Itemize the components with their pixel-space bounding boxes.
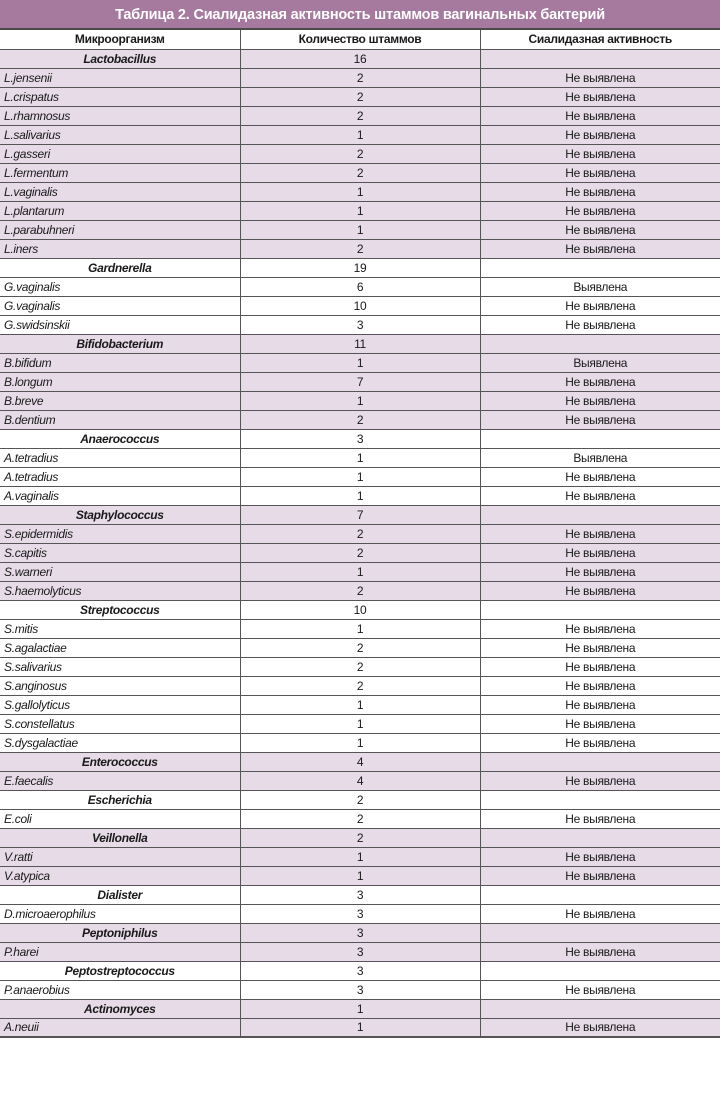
genus-row: [0, 999, 720, 1018]
genus-row: [0, 258, 720, 277]
sialidase-table: [0, 30, 720, 1038]
species-row: [0, 296, 720, 315]
species-name: P.harei: [0, 942, 240, 961]
strain-count: 2: [240, 144, 480, 163]
species-name: L.salivarius: [0, 125, 240, 144]
strain-count: 1: [240, 999, 480, 1018]
strain-count: 2: [240, 657, 480, 676]
sialidase-activity: Не выявлена: [480, 866, 720, 885]
species-name: E.coli: [0, 809, 240, 828]
sialidase-activity: [480, 828, 720, 847]
species-row: [0, 220, 720, 239]
genus-name: Gardnerella: [0, 258, 240, 277]
genus-row: [0, 790, 720, 809]
sialidase-activity: Не выявлена: [480, 524, 720, 543]
strain-count: 3: [240, 904, 480, 923]
genus-name: Anaerococcus: [0, 429, 240, 448]
genus-row: [0, 49, 720, 68]
genus-name: Lactobacillus: [0, 49, 240, 68]
species-name: A.tetradius: [0, 467, 240, 486]
strain-count: 3: [240, 429, 480, 448]
species-row: [0, 277, 720, 296]
strain-count: 3: [240, 961, 480, 980]
sialidase-activity: Не выявлена: [480, 714, 720, 733]
species-name: V.ratti: [0, 847, 240, 866]
species-row: [0, 182, 720, 201]
sialidase-activity: Не выявлена: [480, 106, 720, 125]
strain-count: 2: [240, 638, 480, 657]
species-name: S.constellatus: [0, 714, 240, 733]
strain-count: 3: [240, 980, 480, 999]
genus-row: [0, 961, 720, 980]
species-name: G.swidsinskii: [0, 315, 240, 334]
sialidase-activity: Выявлена: [480, 277, 720, 296]
species-row: [0, 866, 720, 885]
sialidase-activity: Выявлена: [480, 448, 720, 467]
genus-name: Staphylococcus: [0, 505, 240, 524]
strain-count: 3: [240, 923, 480, 942]
strain-count: 11: [240, 334, 480, 353]
strain-count: 6: [240, 277, 480, 296]
genus-row: [0, 828, 720, 847]
strain-count: 10: [240, 296, 480, 315]
sialidase-activity: Не выявлена: [480, 68, 720, 87]
sialidase-activity: [480, 505, 720, 524]
species-name: B.dentium: [0, 410, 240, 429]
species-name: S.dysgalactiae: [0, 733, 240, 752]
sialidase-activity: [480, 49, 720, 68]
species-row: [0, 353, 720, 372]
strain-count: 2: [240, 676, 480, 695]
sialidase-activity: [480, 334, 720, 353]
sialidase-activity: [480, 923, 720, 942]
strain-count: 1: [240, 220, 480, 239]
sialidase-activity: Не выявлена: [480, 201, 720, 220]
sialidase-activity: [480, 999, 720, 1018]
sialidase-activity: [480, 752, 720, 771]
strain-count: 2: [240, 87, 480, 106]
species-name: G.vaginalis: [0, 277, 240, 296]
sialidase-activity: Не выявлена: [480, 771, 720, 790]
species-name: A.neuii: [0, 1018, 240, 1037]
genus-row: [0, 885, 720, 904]
strain-count: 1: [240, 353, 480, 372]
sialidase-activity: [480, 600, 720, 619]
species-row: [0, 467, 720, 486]
species-name: D.microaerophilus: [0, 904, 240, 923]
species-name: S.agalactiae: [0, 638, 240, 657]
species-row: [0, 562, 720, 581]
strain-count: 1: [240, 1018, 480, 1037]
strain-count: 1: [240, 619, 480, 638]
genus-name: Peptoniphilus: [0, 923, 240, 942]
species-row: [0, 771, 720, 790]
species-row: [0, 486, 720, 505]
strain-count: 1: [240, 201, 480, 220]
species-row: [0, 163, 720, 182]
genus-name: Escherichia: [0, 790, 240, 809]
sialidase-activity: Не выявлена: [480, 562, 720, 581]
species-name: S.haemolyticus: [0, 581, 240, 600]
species-row: [0, 391, 720, 410]
strain-count: 2: [240, 239, 480, 258]
species-name: B.bifidum: [0, 353, 240, 372]
sialidase-activity: [480, 961, 720, 980]
table-title: Таблица 2. Сиалидазная активность штаммов вагинальных бактерий: [0, 0, 720, 30]
sialidase-activity: Не выявлена: [480, 980, 720, 999]
species-row: [0, 144, 720, 163]
species-row: [0, 315, 720, 334]
strain-count: 2: [240, 68, 480, 87]
species-name: B.breve: [0, 391, 240, 410]
species-name: L.iners: [0, 239, 240, 258]
species-row: [0, 942, 720, 961]
strain-count: 16: [240, 49, 480, 68]
sialidase-activity: Не выявлена: [480, 220, 720, 239]
species-row: [0, 448, 720, 467]
sialidase-activity: Не выявлена: [480, 904, 720, 923]
strain-count: 4: [240, 771, 480, 790]
strain-count: 4: [240, 752, 480, 771]
strain-count: 1: [240, 847, 480, 866]
species-name: L.jensenii: [0, 68, 240, 87]
header-row: [0, 30, 720, 49]
species-name: S.capitis: [0, 543, 240, 562]
sialidase-activity: Не выявлена: [480, 296, 720, 315]
sialidase-activity: Не выявлена: [480, 619, 720, 638]
sialidase-activity: Не выявлена: [480, 676, 720, 695]
species-name: L.plantarum: [0, 201, 240, 220]
genus-name: Dialister: [0, 885, 240, 904]
species-name: P.anaerobius: [0, 980, 240, 999]
genus-name: Enterococcus: [0, 752, 240, 771]
sialidase-activity: Не выявлена: [480, 1018, 720, 1037]
species-row: [0, 125, 720, 144]
strain-count: 7: [240, 372, 480, 391]
species-name: L.vaginalis: [0, 182, 240, 201]
strain-count: 2: [240, 410, 480, 429]
sialidase-activity: Не выявлена: [480, 733, 720, 752]
strain-count: 3: [240, 885, 480, 904]
genus-name: Veillonella: [0, 828, 240, 847]
genus-row: [0, 600, 720, 619]
species-row: [0, 239, 720, 258]
strain-count: 7: [240, 505, 480, 524]
column-header-strain-count: Количество штаммов: [240, 30, 480, 49]
sialidase-activity: Не выявлена: [480, 581, 720, 600]
species-row: [0, 676, 720, 695]
sialidase-activity: Не выявлена: [480, 847, 720, 866]
species-name: A.vaginalis: [0, 486, 240, 505]
strain-count: 1: [240, 733, 480, 752]
species-row: [0, 372, 720, 391]
strain-count: 2: [240, 163, 480, 182]
species-row: [0, 657, 720, 676]
species-row: [0, 847, 720, 866]
sialidase-activity: [480, 429, 720, 448]
strain-count: 1: [240, 562, 480, 581]
sialidase-activity: Не выявлена: [480, 638, 720, 657]
sialidase-activity: [480, 258, 720, 277]
table-body: [0, 49, 720, 1037]
species-name: A.tetradius: [0, 448, 240, 467]
species-row: [0, 638, 720, 657]
column-header-sialidase-activity: Сиалидазная активность: [480, 30, 720, 49]
genus-row: [0, 752, 720, 771]
strain-count: 2: [240, 106, 480, 125]
sialidase-activity: Не выявлена: [480, 144, 720, 163]
species-row: [0, 87, 720, 106]
species-name: V.atypica: [0, 866, 240, 885]
strain-count: 2: [240, 543, 480, 562]
genus-row: [0, 923, 720, 942]
strain-count: 1: [240, 486, 480, 505]
strain-count: 1: [240, 182, 480, 201]
strain-count: 1: [240, 866, 480, 885]
strain-count: 2: [240, 581, 480, 600]
species-row: [0, 581, 720, 600]
genus-name: Peptostreptococcus: [0, 961, 240, 980]
species-name: B.longum: [0, 372, 240, 391]
sialidase-activity: Не выявлена: [480, 410, 720, 429]
species-row: [0, 619, 720, 638]
strain-count: 3: [240, 942, 480, 961]
species-row: [0, 695, 720, 714]
sialidase-activity: Не выявлена: [480, 543, 720, 562]
species-name: S.epidermidis: [0, 524, 240, 543]
genus-row: [0, 505, 720, 524]
sialidase-activity: Не выявлена: [480, 486, 720, 505]
strain-count: 2: [240, 828, 480, 847]
species-name: L.fermentum: [0, 163, 240, 182]
sialidase-activity: Не выявлена: [480, 695, 720, 714]
strain-count: 2: [240, 524, 480, 543]
sialidase-activity: [480, 790, 720, 809]
strain-count: 1: [240, 695, 480, 714]
species-name: G.vaginalis: [0, 296, 240, 315]
species-row: [0, 980, 720, 999]
species-name: S.salivarius: [0, 657, 240, 676]
species-row: [0, 1018, 720, 1037]
species-row: [0, 68, 720, 87]
sialidase-activity: Не выявлена: [480, 182, 720, 201]
strain-count: 1: [240, 467, 480, 486]
species-row: [0, 714, 720, 733]
species-name: S.warneri: [0, 562, 240, 581]
sialidase-activity: Выявлена: [480, 353, 720, 372]
species-row: [0, 809, 720, 828]
strain-count: 10: [240, 600, 480, 619]
sialidase-activity: Не выявлена: [480, 391, 720, 410]
column-header-microorganism: Микроорганизм: [0, 30, 240, 49]
species-name: S.mitis: [0, 619, 240, 638]
species-row: [0, 543, 720, 562]
strain-count: 1: [240, 448, 480, 467]
strain-count: 3: [240, 315, 480, 334]
sialidase-activity: Не выявлена: [480, 239, 720, 258]
species-row: [0, 524, 720, 543]
sialidase-activity: Не выявлена: [480, 163, 720, 182]
species-name: S.anginosus: [0, 676, 240, 695]
species-name: L.parabuhneri: [0, 220, 240, 239]
species-name: L.gasseri: [0, 144, 240, 163]
strain-count: 19: [240, 258, 480, 277]
strain-count: 1: [240, 391, 480, 410]
species-name: S.gallolyticus: [0, 695, 240, 714]
species-row: [0, 904, 720, 923]
sialidase-activity: Не выявлена: [480, 372, 720, 391]
species-row: [0, 410, 720, 429]
sialidase-activity: Не выявлена: [480, 809, 720, 828]
strain-count: 1: [240, 714, 480, 733]
species-row: [0, 106, 720, 125]
species-name: L.crispatus: [0, 87, 240, 106]
species-name: L.rhamnosus: [0, 106, 240, 125]
sialidase-activity: Не выявлена: [480, 125, 720, 144]
sialidase-activity: Не выявлена: [480, 315, 720, 334]
sialidase-activity: [480, 885, 720, 904]
genus-row: [0, 429, 720, 448]
strain-count: 1: [240, 125, 480, 144]
sialidase-activity: Не выявлена: [480, 942, 720, 961]
species-row: [0, 733, 720, 752]
sialidase-activity: Не выявлена: [480, 657, 720, 676]
genus-name: Bifidobacterium: [0, 334, 240, 353]
species-name: E.faecalis: [0, 771, 240, 790]
strain-count: 2: [240, 809, 480, 828]
sialidase-activity: Не выявлена: [480, 87, 720, 106]
species-row: [0, 201, 720, 220]
genus-name: Actinomyces: [0, 999, 240, 1018]
strain-count: 2: [240, 790, 480, 809]
genus-row: [0, 334, 720, 353]
genus-name: Streptococcus: [0, 600, 240, 619]
sialidase-activity: Не выявлена: [480, 467, 720, 486]
